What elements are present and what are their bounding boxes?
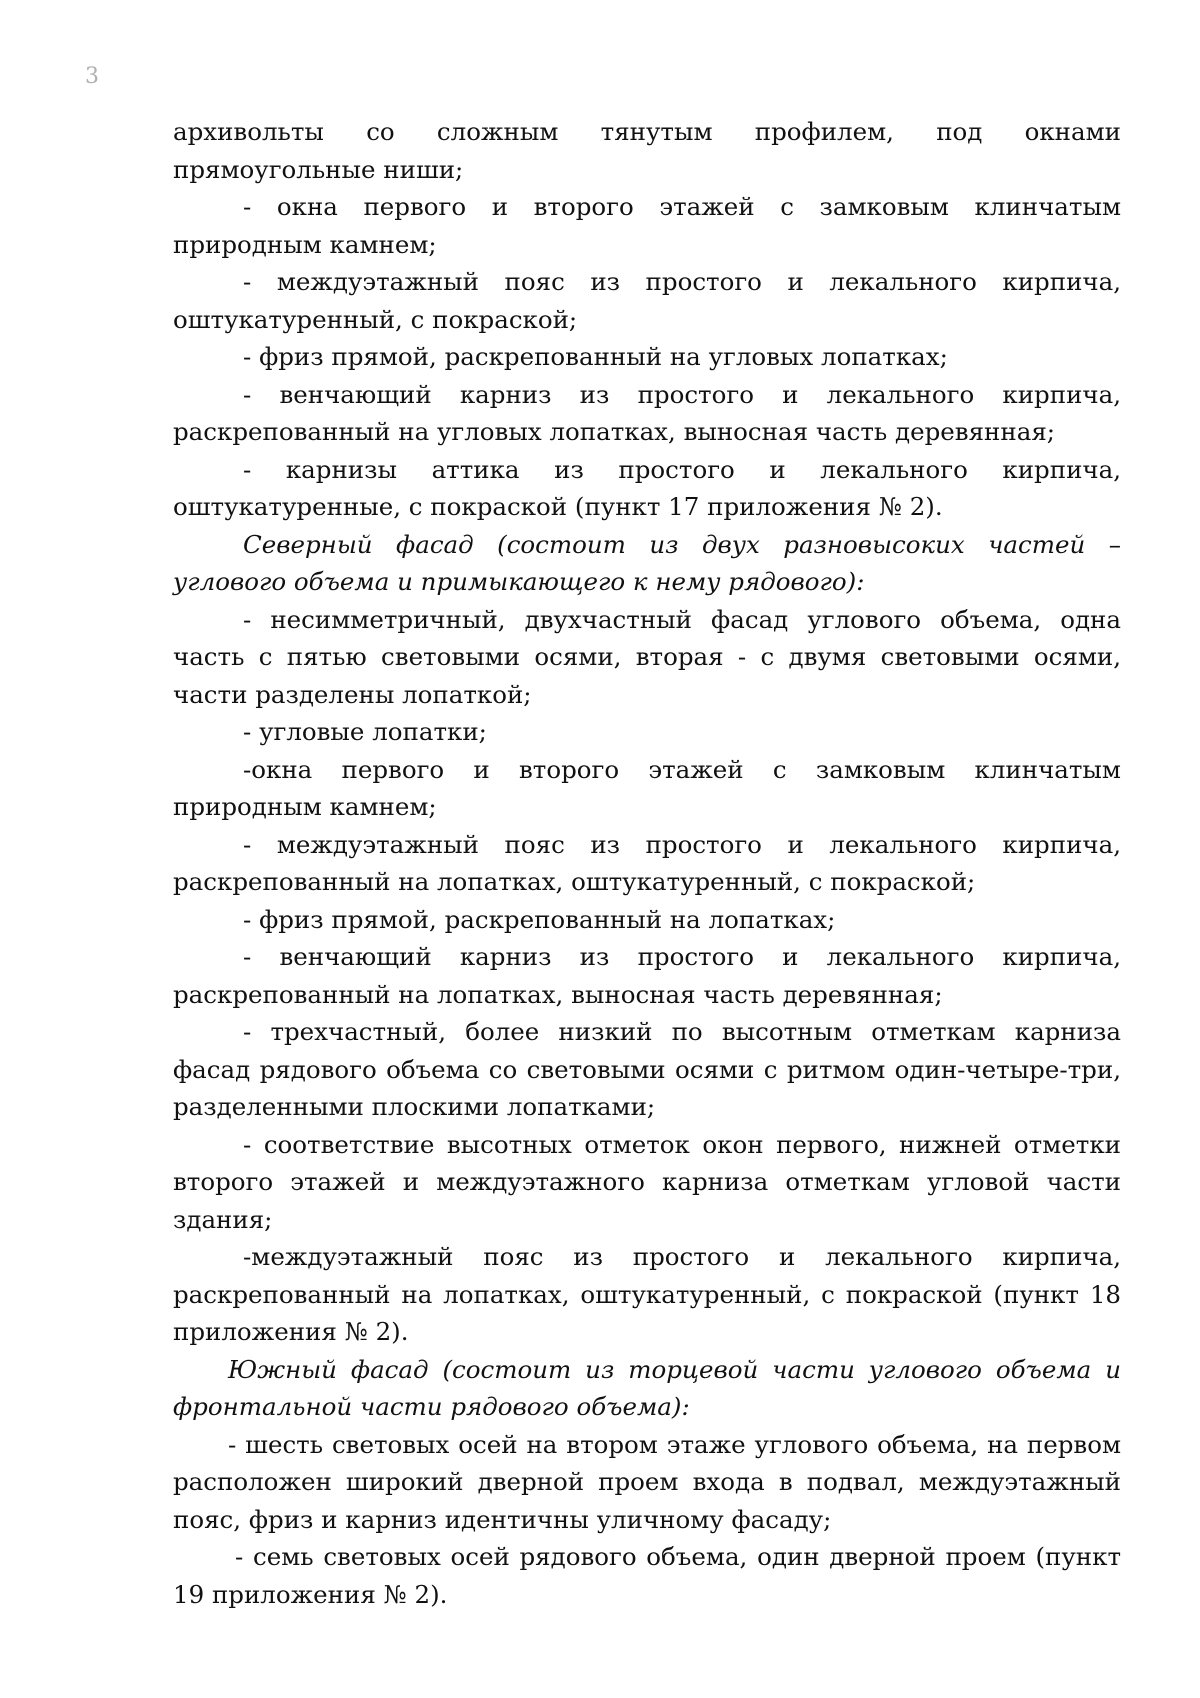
list-item: - угловые лопатки; <box>243 717 487 746</box>
list-item: - венчающий карниз из простого и лекального кирпича, раскрепованный на лопатках, выносная часть деревянная; <box>173 942 1121 1009</box>
list-item: - шесть световых осей на втором этаже углового объема, на первом расположен широкий дверной проем входа в подвал, междуэтажный пояс, фриз и карниз идентичны уличному фасаду; <box>173 1429 1121 1534</box>
list-item: - окна первого и второго этажей с замковым клинчатым природным камнем; <box>173 192 1121 259</box>
list-item: -окна первого и второго этажей с замковым клинчатым природным камнем; <box>173 754 1121 821</box>
page-number: 3 <box>85 64 99 89</box>
section-heading-north-facade: Северный фасад (состоит из двух разновысоких частей – углового объема и примыкающего к нему рядового): <box>173 529 1121 596</box>
list-item: - несимметричный, двухчастный фасад углового объема, одна часть с пятью световыми осями, вторая - с двумя световыми осями, части разделены лопаткой; <box>173 604 1121 709</box>
list-item: - семь световых осей рядового объема, один дверной проем (пункт 19 приложения № 2). <box>173 1542 1121 1609</box>
list-item: - междуэтажный пояс из простого и лекального кирпича, раскрепованный на лопатках, оштукатуренный, с покраской; <box>173 829 1121 896</box>
list-item: - карнизы аттика из простого и лекального кирпича, оштукатуренные, с покраской (пункт 17 приложения № 2). <box>173 454 1121 521</box>
list-item: - фриз прямой, раскрепованный на лопатках; <box>243 904 836 934</box>
list-item: -междуэтажный пояс из простого и лекального кирпича, раскрепованный на лопатках, оштукатуренный, с покраской (пункт 18 приложения № 2). <box>173 1242 1121 1346</box>
list-item: - трехчастный, более низкий по высотным отметкам карниза фасад рядового объема со световыми осями с ритмом один-четыре-три, разделенными плоскими лопатками; <box>173 1017 1121 1121</box>
list-item: - междуэтажный пояс из простого и лекального кирпича, оштукатуренный, с покраской; <box>173 267 1121 334</box>
paragraph: архивольты со сложным тянутым профилем, под окнами прямоугольные ниши; <box>173 117 1121 184</box>
section-heading-south-facade: Южный фасад (состоит из торцевой части углового объема и фронтальной части рядового объема): <box>173 1354 1121 1421</box>
list-item: - соответствие высотных отметок окон первого, нижней отметки второго этажей и междуэтажного карниза отметкам угловой части здания; <box>173 1129 1121 1234</box>
list-item: - фриз прямой, раскрепованный на угловых лопатках; <box>243 342 948 371</box>
document-body <box>173 113 1121 1613</box>
list-item: - венчающий карниз из простого и лекального кирпича, раскрепованный на угловых лопатках, выносная часть деревянная; <box>173 379 1121 446</box>
